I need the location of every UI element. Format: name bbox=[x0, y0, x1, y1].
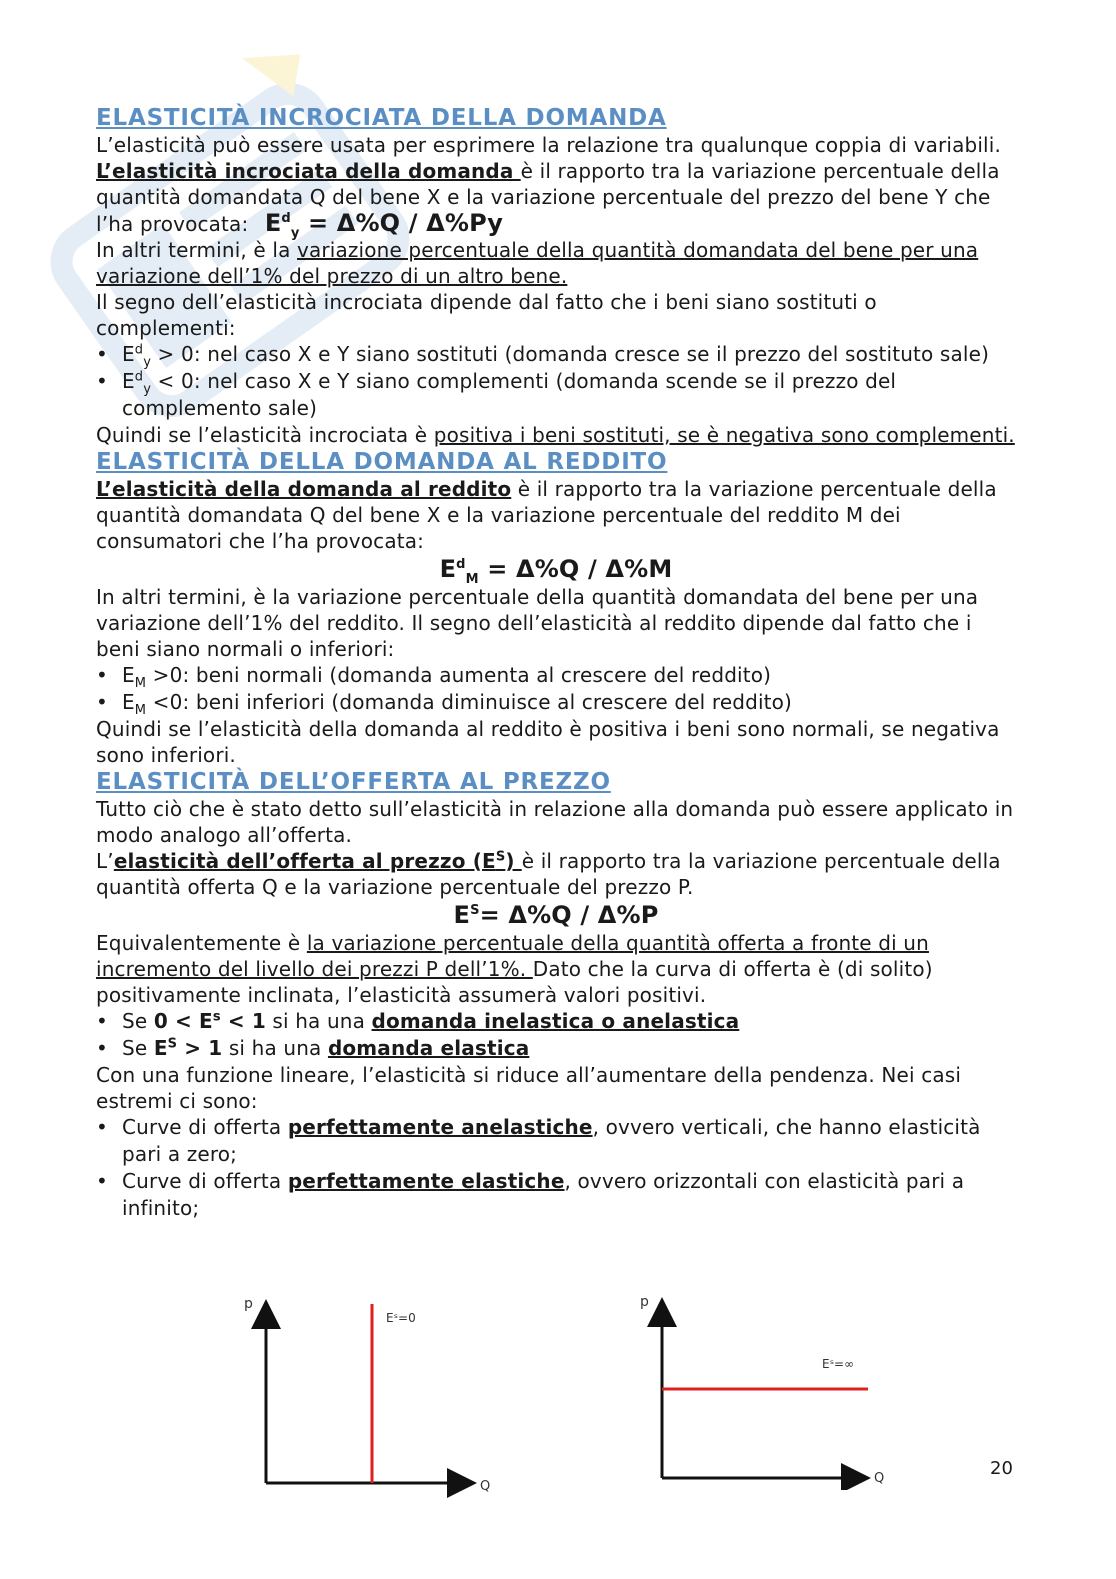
list-item: • $E^d_y > 0$: nel caso X e Y siano sostituti (domanda cresce se il prezzo del sostituto sale) bbox=[96, 341, 1016, 368]
x-axis-label: Q bbox=[480, 1479, 491, 1494]
bullet-list bbox=[96, 662, 1016, 716]
formula-income-elasticity: $E^d_M = \Delta\%Q / \Delta\%M$ bbox=[439, 555, 673, 587]
list-item: • Se $E^S > 1$ si ha una domanda elastica bbox=[96, 1035, 1016, 1062]
paragraph: In altri termini, è la variazione percentuale della quantità domandata del bene per una variazione dell’1% del prezzo di un altro bene. bbox=[96, 238, 979, 288]
list-item: • Curve di offerta perfettamente anelastiche, ovvero verticali, che hanno elasticità pari a zero; bbox=[96, 1114, 1016, 1168]
curve-label: Eˢ=∞ bbox=[822, 1357, 855, 1371]
x-axis-label: Q bbox=[874, 1471, 885, 1486]
formula-cross-elasticity: $E^d_y = \Delta\%Q / \Delta\%Py$ bbox=[264, 209, 504, 241]
section-title-cross-elasticity: ELASTICITÀ INCROCIATA DELLA DOMANDA bbox=[96, 105, 667, 131]
paragraph: L’elasticità può essere usata per esprimere la relazione tra qualunque coppia di variabili. L’elasticità incrociata della domanda è il rapporto tra la variazione percentuale della quantità domandata Q del bene X e la variazione percentuale del prezzo del bene Y che l’ha provocata: $E^d_y = \Delta\%Q / \Delta\%Py$ bbox=[96, 133, 1001, 241]
formula-supply-elasticity: $E^S= \Delta\%Q / \Delta\%P$ bbox=[453, 901, 659, 929]
section-title-supply-elasticity: ELASTICITÀ DELL’OFFERTA AL PREZZO bbox=[96, 769, 611, 795]
list-item: • Curve di offerta perfettamente elastiche, ovvero orizzontali con elasticità pari a infinito; bbox=[96, 1168, 1016, 1222]
paragraph: Con una funzione lineare, l’elasticità si riduce all’aumentare della pendenza. Nei casi estremi ci sono: bbox=[96, 1063, 962, 1113]
section-title-income-elasticity: ELASTICITÀ DELLA DOMANDA AL REDDITO bbox=[96, 449, 668, 475]
term-cross-elasticity: L’elasticità incrociata della domanda bbox=[96, 159, 521, 183]
y-axis-label: p bbox=[244, 1296, 253, 1312]
paragraph: In altri termini, è la variazione percentuale della quantità domandata del bene per una variazione dell’1% del reddito. Il segno dell’elasticità al reddito dipende dal fatto che i beni siano normali o inferiori: bbox=[96, 585, 979, 661]
paragraph: L’elasticità dell’offerta al prezzo $(E^S)$ è il rapporto tra la variazione percentuale della quantità offerta Q e la variazione percentuale del prezzo P. bbox=[96, 849, 1001, 899]
paragraph: Tutto ciò che è stato detto sull’elasticità in relazione alla domanda può essere applicato in modo analogo all’offerta. bbox=[96, 797, 1014, 847]
term-income-elasticity: L’elasticità della domanda al reddito bbox=[96, 477, 512, 501]
paragraph: L’elasticità della domanda al reddito è il rapporto tra la variazione percentuale della quantità domandata Q del bene X e la variazione percentuale del reddito M dei consumatori che l’ha provocata: bbox=[96, 477, 997, 553]
curve-label: Eˢ=0 bbox=[386, 1311, 416, 1325]
graph-perfectly-elastic bbox=[632, 1290, 902, 1490]
term-supply-elasticity: elasticità dell’offerta al prezzo $(E^S)$ bbox=[113, 849, 522, 873]
page-content bbox=[96, 104, 1016, 1222]
paragraph: Quindi se l’elasticità incrociata è positiva i beni sostituti, se è negativa sono complementi. bbox=[96, 423, 1015, 447]
bullet-list bbox=[96, 341, 1016, 422]
list-item: • $E_M >0$: beni normali (domanda aumenta al crescere del reddito) bbox=[96, 662, 1016, 689]
paragraph: Quindi se l’elasticità della domanda al reddito è positiva i beni sono normali, se negativa sono inferiori. bbox=[96, 717, 1000, 767]
page-number: 20 bbox=[990, 1458, 1013, 1479]
list-item: • $E_M <0$: beni inferiori (domanda diminuisce al crescere del reddito) bbox=[96, 689, 1016, 716]
bullet-list bbox=[96, 1008, 1016, 1062]
list-item: • $E^d_y < 0$: nel caso X e Y siano complementi (domanda scende se il prezzo del complemento sale) bbox=[96, 368, 1016, 422]
list-item: • Se $0 < E^s < 1$ si ha una domanda inelastica o anelastica bbox=[96, 1008, 1016, 1035]
graph-perfectly-inelastic bbox=[236, 1290, 506, 1500]
paragraph: Equivalentemente è la variazione percentuale della quantità offerta a fronte di un incremento del livello dei prezzi P dell’1%. Dato che la curva di offerta è (di solito) positivamente inclinata, l’elasticità assumerà valori positivi. bbox=[96, 931, 933, 1007]
y-axis-label: p bbox=[640, 1294, 649, 1310]
bullet-list bbox=[96, 1114, 1016, 1222]
paragraph: Il segno dell’elasticità incrociata dipende dal fatto che i beni siano sostituti o complementi: bbox=[96, 290, 877, 340]
